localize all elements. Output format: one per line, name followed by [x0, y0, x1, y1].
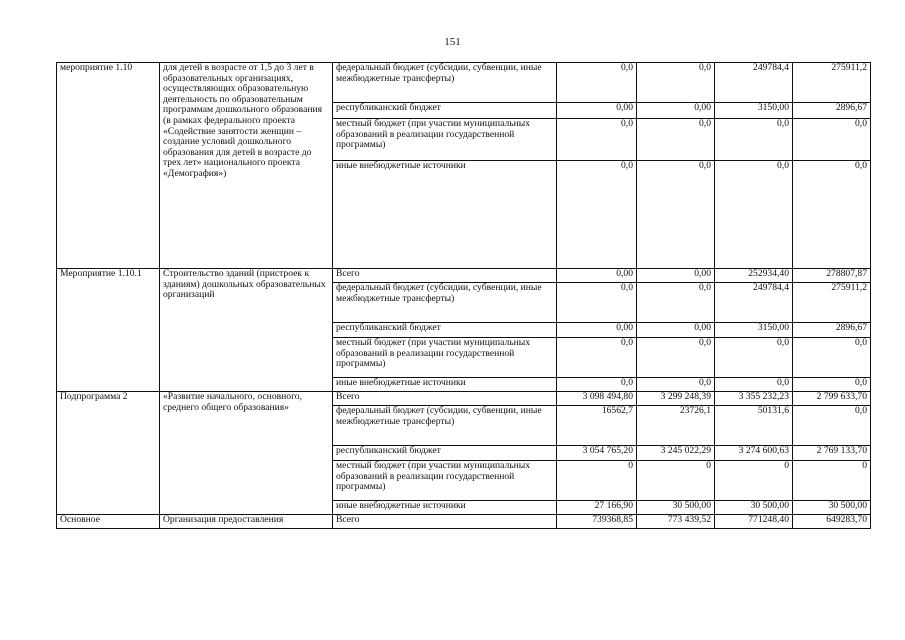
- value-cell: 0,0: [793, 406, 871, 446]
- value-cell: 16562,7: [557, 406, 637, 446]
- value-cell: 0,00: [557, 103, 637, 119]
- funding-source: Всего: [333, 515, 557, 529]
- value-cell: 0,0: [715, 378, 793, 392]
- value-cell: 3 245 022,29: [637, 446, 715, 461]
- value-cell: 3 274 600,63: [715, 446, 793, 461]
- row-label: Основное: [57, 515, 160, 529]
- value-cell: 0,0: [557, 283, 637, 323]
- value-cell: 0,0: [793, 119, 871, 161]
- value-cell: 0,0: [715, 338, 793, 378]
- funding-source: Всего: [333, 269, 557, 283]
- row-description: Организация предоставления: [160, 515, 333, 529]
- table-row: [57, 392, 871, 406]
- value-cell: 3 355 232,23: [715, 392, 793, 406]
- value-cell: 0,0: [793, 338, 871, 378]
- value-cell: 27 166,90: [557, 501, 637, 515]
- value-cell: 30 500,00: [715, 501, 793, 515]
- value-cell: 50131,6: [715, 406, 793, 446]
- value-cell: 0,0: [637, 161, 715, 269]
- value-cell: 2 769 133,70: [793, 446, 871, 461]
- row-label: мероприятие 1.10: [57, 63, 160, 269]
- value-cell: 0,0: [637, 63, 715, 103]
- funding-source: местный бюджет (при участии муниципальных образований в реализации государственной программы): [333, 461, 557, 501]
- value-cell: 30 500,00: [637, 501, 715, 515]
- value-cell: 0,0: [557, 63, 637, 103]
- budget-table: [56, 62, 871, 529]
- value-cell: 0: [715, 461, 793, 501]
- value-cell: 0: [793, 461, 871, 501]
- value-cell: 23726,1: [637, 406, 715, 446]
- row-description: для детей в возрасте от 1,5 до 3 лет в образовательных организациях, осуществляющих образовательную деятельность по образовательным программам дошкольного образования (в рамках федерального проекта «Содействие занятости женщин – создание условий дошкольного образования для детей в возрасте до трех лет» национального проекта «Демография»): [160, 63, 333, 269]
- funding-source: республиканский бюджет: [333, 323, 557, 338]
- value-cell: 3 299 248,39: [637, 392, 715, 406]
- value-cell: 649283,70: [793, 515, 871, 529]
- value-cell: 0,00: [637, 323, 715, 338]
- funding-source: республиканский бюджет: [333, 446, 557, 461]
- value-cell: 0,0: [557, 338, 637, 378]
- value-cell: 30 500,00: [793, 501, 871, 515]
- value-cell: 249784,4: [715, 283, 793, 323]
- row-label: Мероприятие 1.10.1: [57, 269, 160, 392]
- value-cell: 3 098 494,80: [557, 392, 637, 406]
- value-cell: 3150,00: [715, 103, 793, 119]
- table-row: [57, 63, 871, 103]
- value-cell: 0,0: [637, 283, 715, 323]
- row-label: Подпрограмма 2: [57, 392, 160, 515]
- funding-source: республиканский бюджет: [333, 103, 557, 119]
- value-cell: 275911,2: [793, 283, 871, 323]
- row-description: «Развитие начального, основного, среднего общего образования»: [160, 392, 333, 515]
- value-cell: 773 439,52: [637, 515, 715, 529]
- value-cell: 0,0: [637, 119, 715, 161]
- value-cell: 2896,67: [793, 103, 871, 119]
- value-cell: 278807,87: [793, 269, 871, 283]
- funding-source: местный бюджет (при участии муниципальных образований в реализации государственной программы): [333, 338, 557, 378]
- row-description: Строительство зданий (пристроек к зданиям) дошкольных образовательных организаций: [160, 269, 333, 392]
- value-cell: 0,00: [637, 103, 715, 119]
- value-cell: 0,0: [793, 378, 871, 392]
- value-cell: 2896,67: [793, 323, 871, 338]
- value-cell: 0,0: [715, 161, 793, 269]
- funding-source: Всего: [333, 392, 557, 406]
- table-row: [57, 515, 871, 529]
- funding-source: федеральный бюджет (субсидии, субвенции, иные межбюджетные трансферты): [333, 283, 557, 323]
- funding-source: иные внебюджетные источники: [333, 161, 557, 269]
- table-row: [57, 269, 871, 283]
- value-cell: 0,0: [715, 119, 793, 161]
- page-number: 151: [444, 36, 461, 48]
- value-cell: 2 799 633,70: [793, 392, 871, 406]
- value-cell: 0,0: [557, 378, 637, 392]
- value-cell: 739368,85: [557, 515, 637, 529]
- value-cell: 0,0: [793, 161, 871, 269]
- value-cell: 0,00: [557, 269, 637, 283]
- funding-source: местный бюджет (при участии муниципальных образований в реализации государственной программы): [333, 119, 557, 161]
- value-cell: 0,00: [637, 269, 715, 283]
- value-cell: 771248,40: [715, 515, 793, 529]
- value-cell: 0,0: [637, 338, 715, 378]
- value-cell: 252934,40: [715, 269, 793, 283]
- funding-source: иные внебюджетные источники: [333, 501, 557, 515]
- value-cell: 3150,00: [715, 323, 793, 338]
- value-cell: 0: [637, 461, 715, 501]
- funding-source: иные внебюджетные источники: [333, 378, 557, 392]
- funding-source: федеральный бюджет (субсидии, субвенции, иные межбюджетные трансферты): [333, 63, 557, 103]
- value-cell: 0,0: [637, 378, 715, 392]
- value-cell: 275911,2: [793, 63, 871, 103]
- value-cell: 3 054 765,20: [557, 446, 637, 461]
- value-cell: 0,00: [557, 323, 637, 338]
- value-cell: 0,0: [557, 161, 637, 269]
- value-cell: 0: [557, 461, 637, 501]
- funding-source: федеральный бюджет (субсидии, субвенции, иные межбюджетные трансферты): [333, 406, 557, 446]
- value-cell: 0,0: [557, 119, 637, 161]
- value-cell: 249784,4: [715, 63, 793, 103]
